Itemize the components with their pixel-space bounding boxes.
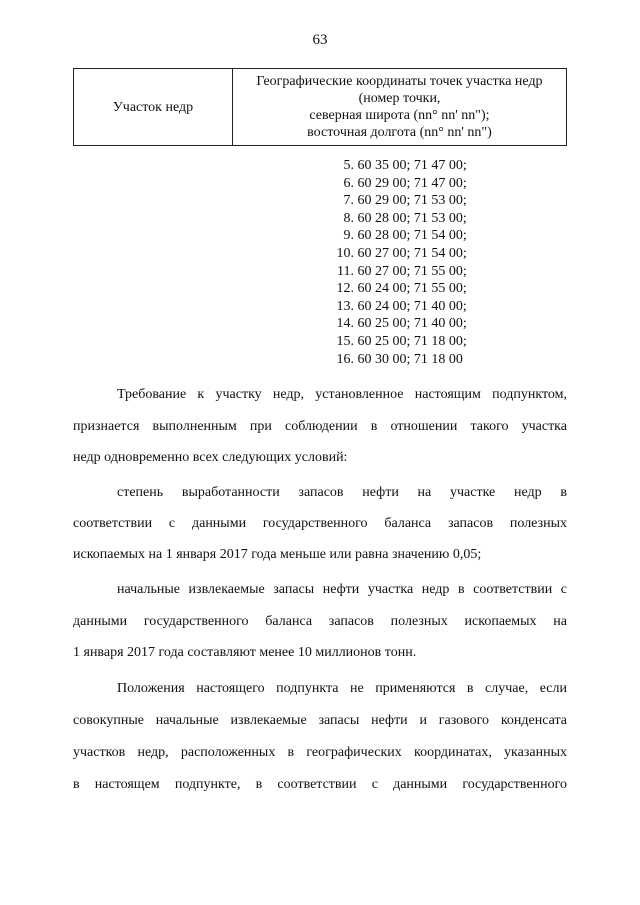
point-number: 7. (343, 193, 354, 209)
point-coords: 60 27 00; 71 55 00; (357, 263, 467, 279)
point-number: 12. (336, 281, 354, 297)
paragraph-line: данными государственного баланса запасов полезных ископаемых на (73, 614, 567, 629)
point-number: 16. (336, 351, 354, 367)
paragraph-line: соответствии с данными государственного баланса запасов полезных (73, 516, 567, 531)
table-header-subsoil-area: Участок недр (74, 69, 233, 146)
paragraph-line: Положения настоящего подпункта не применяются в случае, если (117, 681, 567, 696)
paragraph-line: 1 января 2017 года составляют менее 10 миллионов тонн. (73, 645, 417, 660)
table-header-line: Географические координаты точек участка недр (256, 74, 543, 89)
coordinate-point (336, 298, 467, 316)
coordinate-point (336, 192, 467, 210)
table-header-coordinates (233, 69, 567, 146)
point-number: 13. (336, 298, 354, 314)
point-number: 6. (343, 175, 354, 191)
coordinate-point (336, 280, 467, 298)
point-coords: 60 27 00; 71 54 00; (357, 245, 467, 261)
table-header-row (74, 69, 567, 146)
point-number: 9. (343, 228, 354, 244)
coordinate-point (336, 210, 467, 228)
table-header-line: северная широта (nn° nn' nn"); (309, 108, 490, 123)
paragraph-line: недр одновременно всех следующих условий: (73, 450, 348, 465)
coordinate-point (336, 175, 467, 193)
paragraph-line: участков недр, расположенных в географических координатах, указанных (73, 745, 567, 760)
paragraph-line: начальные извлекаемые запасы нефти участка недр в соответствии с (117, 582, 567, 597)
point-coords: 60 28 00; 71 54 00; (357, 228, 467, 244)
point-number: 10. (336, 245, 354, 261)
coordinate-point (336, 263, 467, 281)
point-number: 5. (343, 158, 354, 173)
coordinate-point (336, 157, 467, 175)
point-coords: 60 24 00; 71 55 00; (357, 281, 467, 297)
point-coords: 60 25 00; 71 40 00; (357, 316, 467, 332)
point-coords: 60 28 00; 71 53 00; (357, 210, 467, 226)
coordinate-point (336, 315, 467, 333)
table-header-line: восточная долгота (nn° nn' nn") (307, 125, 492, 140)
coordinate-point (336, 227, 467, 245)
point-number: 8. (343, 210, 354, 226)
paragraph-line: в настоящем подпункте, в соответствии с данными государственного (73, 777, 567, 792)
point-coords: 60 35 00; 71 47 00; (357, 158, 467, 173)
point-coords: 60 30 00; 71 18 00 (357, 351, 463, 367)
coordinate-point (336, 245, 467, 263)
coordinate-point (336, 351, 467, 369)
coordinates-table-header (73, 68, 567, 146)
paragraph-line: Требование к участку недр, установленное настоящим подпунктом, (117, 387, 567, 402)
point-number: 11. (337, 263, 354, 279)
paragraph-line: признается выполненным при соблюдении в отношении такого участка (73, 419, 567, 434)
coordinate-point (336, 333, 467, 351)
coordinate-points-list (336, 157, 467, 368)
point-number: 15. (336, 333, 354, 349)
point-coords: 60 24 00; 71 40 00; (357, 298, 467, 314)
page-number: 63 (312, 32, 328, 48)
paragraph-line: степень выработанности запасов нефти на участке недр в (117, 485, 567, 500)
point-coords: 60 29 00; 71 53 00; (357, 193, 467, 209)
point-coords: 60 25 00; 71 18 00; (357, 333, 467, 349)
paragraph-line: совокупные начальные извлекаемые запасы нефти и газового конденсата (73, 713, 567, 728)
table-header-line: (номер точки, (358, 91, 441, 106)
point-coords: 60 29 00; 71 47 00; (357, 175, 467, 191)
paragraph-line: ископаемых на 1 января 2017 года меньше или равна значению 0,05; (73, 547, 482, 562)
point-number: 14. (336, 316, 354, 332)
